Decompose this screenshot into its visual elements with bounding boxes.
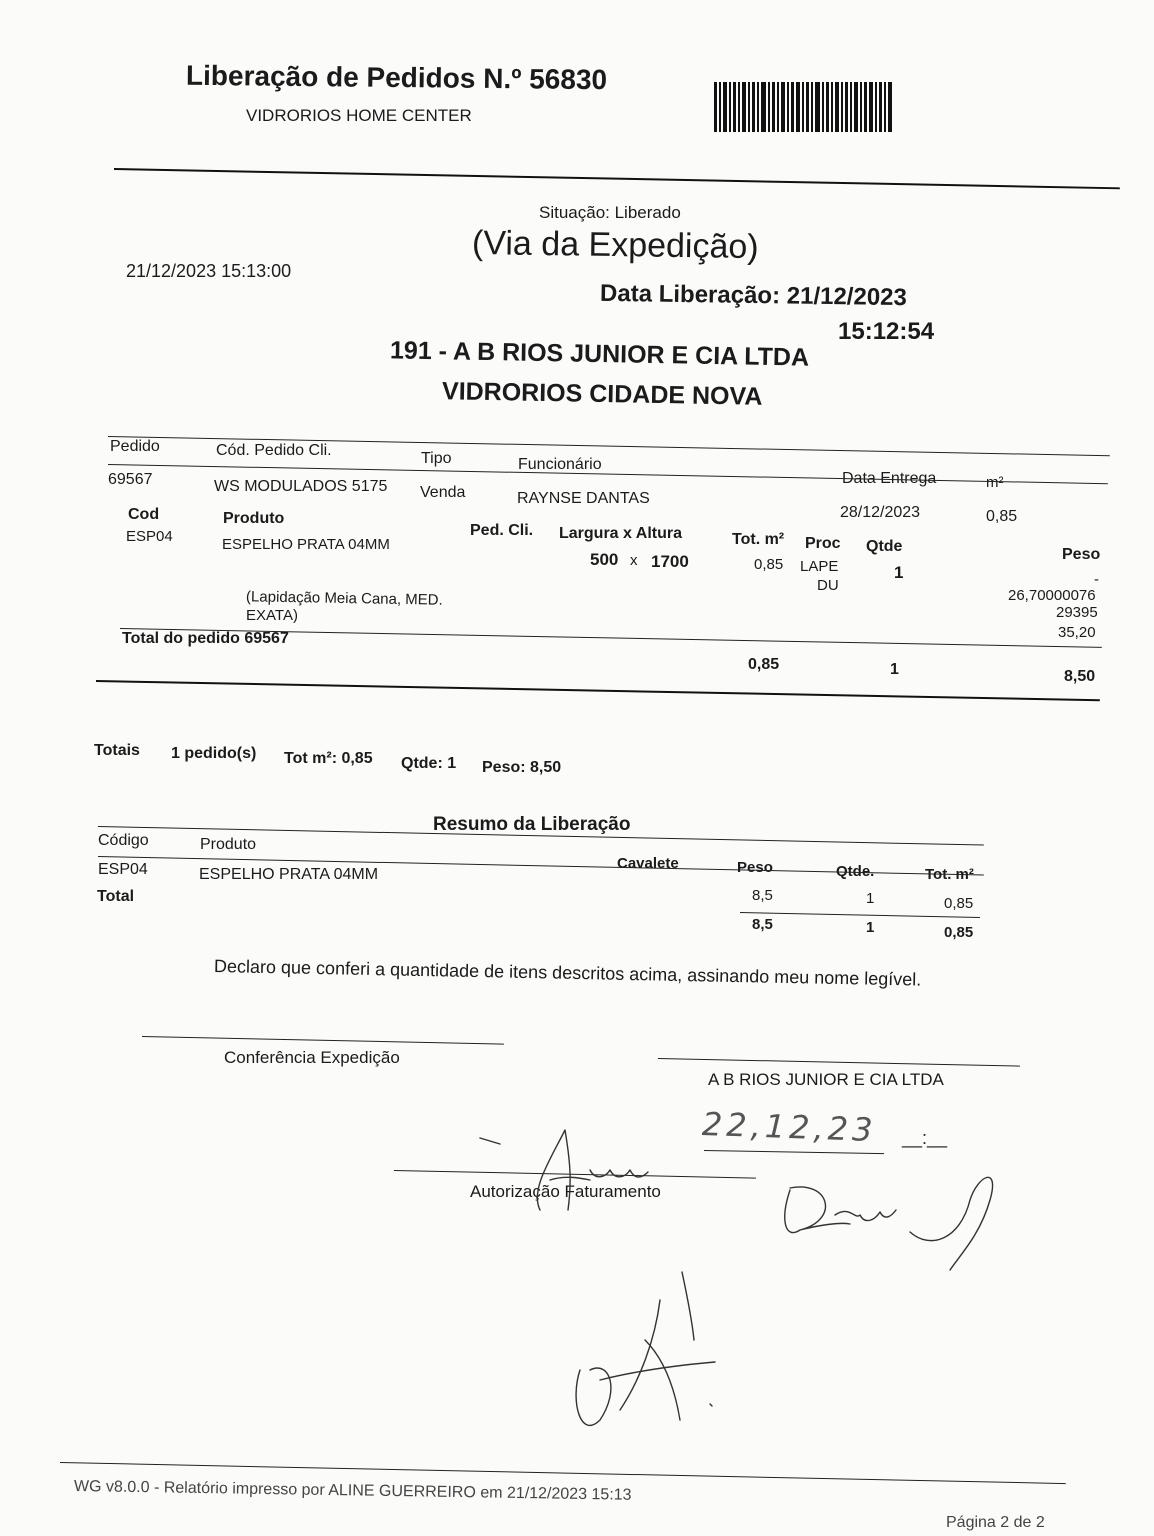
printed-by: WG v8.0.0 - Relatório impresso por ALINE GUERREIRO em 21/12/2023 15:13 [73, 1478, 632, 1504]
header-tipo: Tipo [421, 450, 452, 467]
order-total-peso: 8,50 [1064, 668, 1096, 685]
item-peso-line3: 35,20 [1058, 624, 1096, 641]
item-altura: 1700 [651, 552, 689, 571]
item-header-tot-m2: Tot. m² [732, 531, 785, 548]
summary-header-produto: Produto [200, 836, 257, 853]
totals-label: Totais [94, 742, 140, 759]
summary-header-cavalete: Cavalete [617, 855, 679, 872]
summary-total-qtde: 1 [866, 919, 875, 936]
autorizacao-label: Autorização Faturamento [470, 1182, 661, 1201]
item-header-ped-cli: Ped. Cli. [470, 522, 534, 539]
item-cod: ESP04 [126, 528, 173, 545]
summary-row-qtde: 1 [866, 890, 875, 907]
summary-title: Resumo da Liberação [433, 814, 631, 835]
order-total-m2: 0,85 [748, 656, 780, 673]
totals-pedidos: 1 pedido(s) [171, 745, 257, 762]
order-pedido: 69567 [108, 471, 153, 488]
order-total-label: Total do pedido 69567 [122, 630, 289, 647]
header-pedido: Pedido [110, 438, 160, 455]
summary-total-tot-m2: 0,85 [944, 924, 974, 941]
release-time: 15:12:54 [838, 318, 935, 345]
header-funcionario: Funcionário [518, 456, 602, 473]
order-m2: 0,85 [986, 508, 1018, 525]
item-header-largura-altura: Largura x Altura [559, 525, 682, 542]
item-qtde: 1 [894, 563, 904, 582]
item-largura: 500 [590, 550, 619, 569]
order-tipo: Venda [420, 484, 466, 501]
summary-header-codigo: Código [98, 832, 149, 849]
release-date: Data Liberação: 21/12/2023 [599, 279, 908, 312]
item-proc-line1: LAPE [800, 558, 839, 575]
printed-datetime: 21/12/2023 15:13:00 [126, 261, 292, 281]
summary-row-produto: ESPELHO PRATA 04MM [199, 866, 379, 883]
summary-header-peso: Peso [737, 859, 773, 876]
item-header-qtde: Qtde [866, 538, 903, 555]
time-blank: __:__ [902, 1128, 948, 1148]
item-proc-line2: DU [817, 577, 839, 594]
summary-total-label: Total [97, 888, 135, 905]
summary-row-tot-m2: 0,85 [944, 895, 974, 912]
item-obs-line2: EXATA) [246, 607, 298, 624]
order-total-qtde: 1 [890, 661, 899, 678]
item-header-produto: Produto [223, 510, 285, 527]
order-table-bottom-line [96, 680, 1100, 701]
order-funcionario: RAYNSE DANTAS [517, 490, 650, 507]
signature-line-company [658, 1058, 1020, 1067]
signature-dani-graphic [760, 1160, 1020, 1280]
summary-row-peso: 8,5 [752, 887, 773, 904]
item-peso-line2: 29395 [1056, 604, 1098, 621]
order-cod-pedido-cli: WS MODULADOS 5175 [214, 478, 388, 495]
document-title: Liberação de Pedidos N.º 56830 [185, 59, 608, 96]
item-tot-m2: 0,85 [754, 556, 784, 573]
order-data-entrega: 28/12/2023 [840, 504, 921, 521]
status-label: Situação: Liberado [539, 203, 681, 222]
company-signature-label: A B RIOS JUNIOR E CIA LTDA [708, 1070, 944, 1089]
item-header-cod: Cod [128, 506, 160, 523]
copy-type: (Via da Expedição) [471, 224, 759, 266]
summary-header-qtde: Qtde. [836, 863, 875, 880]
summary-total-line [740, 912, 980, 918]
signature-aline-graphic [470, 1120, 670, 1220]
barcode-icon [714, 80, 894, 136]
client-store: VIDRORIOS CIDADE NOVA [441, 377, 763, 411]
item-header-peso: Peso [1062, 546, 1101, 563]
client-name: 191 - A B RIOS JUNIOR E CIA LTDA [389, 336, 810, 372]
totals-peso: Peso: 8,50 [482, 759, 562, 776]
header-cod-pedido-cli: Cód. Pedido Cli. [216, 442, 332, 459]
handwritten-date: 22,12,23 [701, 1104, 878, 1150]
signature-line-conferencia [142, 1036, 504, 1045]
signature-initials-graphic [560, 1270, 740, 1450]
item-obs-line1: (Lapidação Meia Cana, MED. [245, 588, 443, 609]
item-header-proc: Proc [805, 535, 841, 552]
item-peso-dash: - [1094, 571, 1099, 588]
date-underline [704, 1150, 884, 1154]
company-name: VIDRORIOS HOME CENTER [246, 106, 472, 125]
header-divider [114, 168, 1120, 189]
summary-row-codigo: ESP04 [98, 861, 148, 878]
declaration-text: Declaro que conferi a quantidade de itens descritos acima, assinando meu nome legível. [213, 956, 922, 990]
conferencia-label: Conferência Expedição [224, 1048, 400, 1067]
summary-total-peso: 8,5 [752, 916, 773, 933]
header-data-entrega: Data Entrega [842, 470, 937, 487]
totals-tot-m2: Tot m²: 0,85 [284, 750, 373, 767]
header-m2: m² [986, 474, 1004, 491]
item-dimension-separator: x [630, 552, 638, 569]
totals-qtde: Qtde: 1 [401, 755, 457, 772]
page-number: Página 2 de 2 [946, 1514, 1045, 1531]
item-peso-line1: 26,70000076 [1008, 587, 1096, 604]
item-produto: ESPELHO PRATA 04MM [222, 536, 390, 553]
summary-header-tot-m2: Tot. m² [925, 866, 974, 883]
